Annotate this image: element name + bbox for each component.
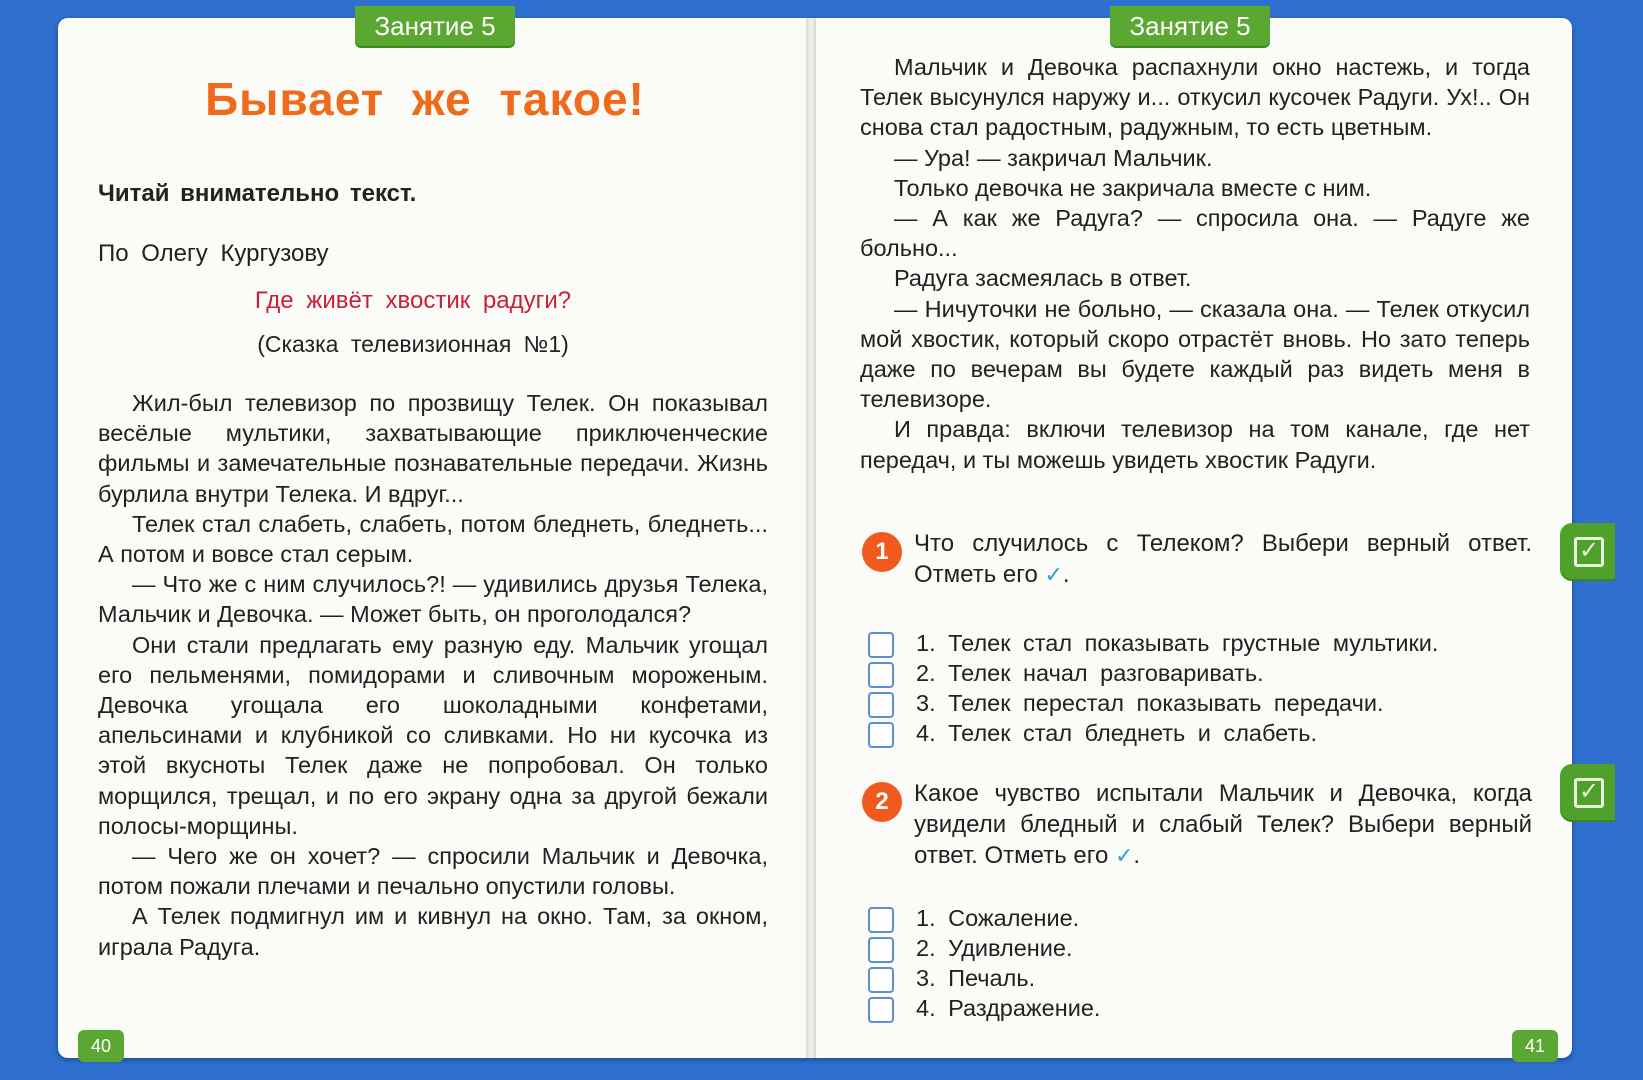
book-spine <box>806 18 816 1058</box>
task-2-question-text: Какое чувство испытали Мальчик и Девочка, когда увидели бледный и слабый Телек? Выбери верный ответ. Отметь его <box>914 780 1532 869</box>
paragraph: Телек стал слабеть, слабеть, потом бледнеть, бледнеть... А потом и вовсе стал серым. <box>98 510 768 568</box>
left-story-text <box>98 388 768 962</box>
paragraph: И правда: включи телевизор на том канале, где нет передач, и ты можешь увидеть хвостик Радуги. <box>860 416 1530 473</box>
instruction: Читай внимательно текст. <box>98 180 417 207</box>
author-line: По Олегу Кургузову <box>98 240 329 267</box>
side-check-tab-1 <box>1560 523 1615 579</box>
lesson-tab-right: Занятие 5 <box>1110 6 1270 46</box>
task-1-question-text: Что случилось с Телеком? Выбери верный ответ. Отметь его <box>914 530 1532 588</box>
paragraph: — Ничуточки не больно, — сказала она. — Телек откусил мой хвостик, который скоро отрастёт вновь. Но зато теперь даже по вечерам вы будете каждый раз видеть меня в телевизоре. <box>860 295 1530 413</box>
option-label: 1. Сожаление. <box>916 905 1080 931</box>
option-label: 2. Удивление. <box>916 935 1073 961</box>
checkbox[interactable] <box>868 937 894 963</box>
option-label: 3. Печаль. <box>916 965 1036 991</box>
right-story-text <box>860 52 1530 475</box>
task-2-end: . <box>1133 842 1141 869</box>
lesson-tab-left: Занятие 5 <box>355 6 515 46</box>
paragraph: Радуга засмеялась в ответ. <box>894 265 1192 292</box>
option-label: 4. Раздражение. <box>916 995 1101 1021</box>
checkbox[interactable] <box>868 632 894 658</box>
option-label: 1. Телек стал показывать грустные мультики. <box>916 630 1439 656</box>
check-icon: ✓ <box>1114 843 1134 868</box>
checkbox[interactable] <box>868 967 894 993</box>
option-label: 4. Телек стал бледнеть и слабеть. <box>916 720 1317 746</box>
option-label: 2. Телек начал разговаривать. <box>916 660 1264 686</box>
paragraph: А Телек подмигнул им и кивнул на окно. Там, за окном, играла Радуга. <box>98 903 768 960</box>
paragraph: Только девочка не закричала вместе с ним. <box>894 174 1372 201</box>
checkbox-icon: ✓ <box>1574 778 1604 808</box>
page-number-left: 40 <box>78 1030 124 1062</box>
paragraph: Они стали предлагать ему разную еду. Мальчик угощал его пельменями, помидорами и сливочным мороженым. Девочка угощала его шоколадными конфетами, апельсинами и клубникой со сливками. Но ни кусочка из этой вкусноты Телек даже не попробовал. Он только морщился, трещал, и по его экрану одна за другой бежали полосы-морщины. <box>98 631 768 839</box>
task-2-badge: 2 <box>862 782 902 822</box>
paragraph: — Чего же он хочет? — спросили Мальчик и Девочка, потом пожали плечами и печально опустили головы. <box>98 843 768 900</box>
checkbox[interactable] <box>868 907 894 933</box>
paragraph: Жил-был телевизор по прозвищу Телек. Он показывал весёлые мультики, захватывающие приключенческие фильмы и замечательные познавательные передачи. Жизнь бурлила внутри Телека. И вдруг... <box>98 390 768 507</box>
story-title: Где живёт хвостик радуги? <box>254 287 572 314</box>
option-label: 3. Телек перестал показывать передачи. <box>916 690 1384 716</box>
task-1-question <box>914 528 1532 590</box>
story-subtitle: (Сказка телевизионная №1) <box>257 331 569 357</box>
task-1-end: . <box>1062 561 1070 588</box>
checkbox[interactable] <box>868 692 894 718</box>
checkbox-icon: ✓ <box>1574 537 1604 567</box>
checkbox[interactable] <box>868 722 894 748</box>
task-2-question <box>914 778 1532 871</box>
task-1-badge: 1 <box>862 532 902 572</box>
check-icon: ✓ <box>1044 562 1063 587</box>
paragraph: — Ура! — закричал Мальчик. <box>894 144 1213 171</box>
checkbox[interactable] <box>868 997 894 1023</box>
paragraph: — Что же с ним случилось?! — удивились друзья Телека, Мальчик и Девочка. — Может быть, он проголодался? <box>98 571 768 628</box>
paragraph: Мальчик и Девочка распахнули окно настежь, и тогда Телек высунулся наружу и... откусил кусочек Радуги. Ух!.. Он снова стал радостным, радужным, то есть цветным. <box>860 54 1530 141</box>
page-number-right: 41 <box>1512 1030 1558 1062</box>
page-title: Бывает же такое! <box>205 73 645 125</box>
paragraph: — А как же Радуга? — спросила она. — Радуге же больно... <box>860 205 1530 262</box>
checkbox[interactable] <box>868 662 894 688</box>
side-check-tab-2 <box>1560 764 1615 820</box>
